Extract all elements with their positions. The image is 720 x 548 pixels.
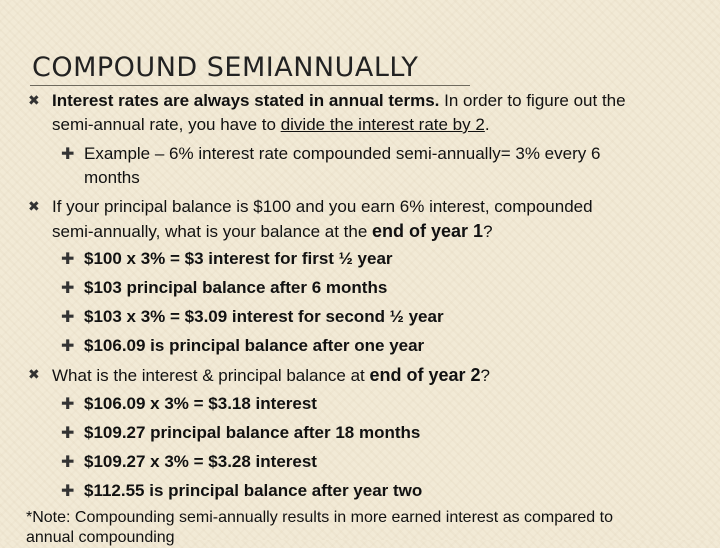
bullet-3-post: ? [480, 366, 491, 385]
bullet-2-sub-3: $103 x 3% = $3.09 interest for second ½ year [84, 307, 444, 326]
plus-bullet-icon: ✚ [61, 309, 75, 326]
bullet-2-line-2-pre: semi-annually, what is your balance at the [52, 222, 373, 241]
bullet-3-sub-4: $112.55 is principal balance after year two [84, 481, 423, 500]
bullet-1-sub-line-1: Example – 6% interest rate compounded semi-annually= 3% every 6 [84, 144, 601, 163]
bullet-1-line-1 [52, 90, 626, 112]
bullet-2-line-2-post: ? [483, 222, 493, 241]
bullet-1-line-2-post: . [484, 115, 490, 134]
footnote-line-2: annual compounding [26, 529, 175, 546]
bullet-1-rest: In order to figure out the [444, 91, 626, 110]
bullet-3-line [52, 364, 490, 387]
plus-bullet-icon: ✚ [61, 425, 75, 442]
plus-bullet-icon: ✚ [61, 454, 75, 471]
plus-bullet-icon: ✚ [61, 251, 75, 268]
x-bullet-icon: ✖ [28, 366, 40, 382]
plus-bullet-icon: ✚ [61, 483, 75, 500]
bullet-1-line-2 [52, 114, 490, 136]
x-bullet-icon: ✖ [28, 92, 40, 108]
bullet-2-line-2 [52, 220, 493, 243]
plus-bullet-icon: ✚ [61, 146, 75, 163]
bullet-2-line-1: If your principal balance is $100 and you earn 6% interest, compounded [52, 197, 593, 216]
bullet-3-emphasis: end of year 2 [369, 365, 481, 385]
x-bullet-icon: ✖ [28, 198, 40, 214]
plus-bullet-icon: ✚ [61, 396, 75, 413]
bullet-2-sub-4: $106.09 is principal balance after one year [84, 336, 425, 355]
bullet-3-sub-1: $106.09 x 3% = $3.18 interest [84, 394, 317, 413]
bullet-3-pre: What is the interest & principal balance at [52, 366, 370, 385]
bullet-1-underlined: divide the interest rate by 2 [280, 115, 485, 134]
bullet-1-line-2-pre: semi-annual rate, you have to [52, 115, 281, 134]
plus-bullet-icon: ✚ [61, 338, 75, 355]
bullet-1-lead: Interest rates are always stated in annual terms. [52, 91, 445, 110]
bullet-2-sub-1: $100 x 3% = $3 interest for first ½ year [84, 249, 393, 268]
bullet-2-sub-2: $103 principal balance after 6 months [84, 278, 388, 297]
slide-title: COMPOUND SEMIANNUALLY [32, 52, 419, 83]
plus-bullet-icon: ✚ [61, 280, 75, 297]
bullet-2-emphasis: end of year 1 [372, 221, 484, 241]
footnote-line-1: *Note: Compounding semi-annually results in more earned interest as compared to [26, 509, 613, 526]
bullet-3-sub-2: $109.27 principal balance after 18 months [84, 423, 421, 442]
bullet-1-sub-line-2: months [84, 168, 140, 187]
bullet-3-sub-3: $109.27 x 3% = $3.28 interest [84, 452, 317, 471]
